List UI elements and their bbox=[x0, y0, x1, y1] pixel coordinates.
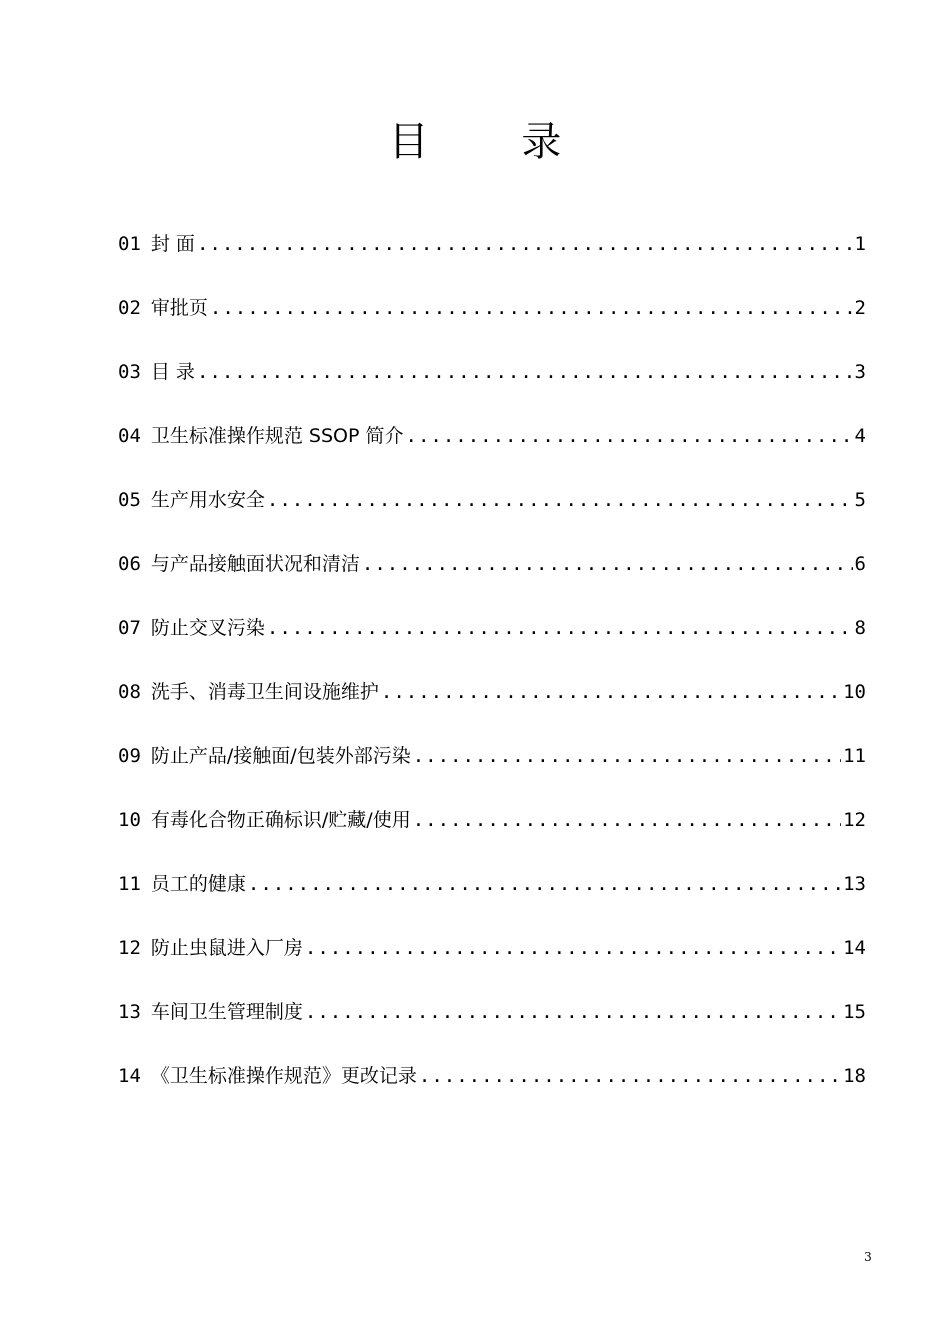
toc-entry-page: 4 bbox=[854, 425, 866, 447]
toc-entry-page: 18 bbox=[843, 1065, 866, 1087]
toc-dot-leader bbox=[197, 354, 853, 390]
page-number: 3 bbox=[864, 1250, 872, 1264]
toc-entry[interactable] bbox=[118, 418, 866, 482]
toc-entry[interactable] bbox=[118, 738, 866, 802]
toc-entry[interactable] bbox=[118, 226, 866, 290]
toc-entry-number: 03 bbox=[118, 361, 141, 383]
toc-entry-number: 01 bbox=[118, 233, 141, 255]
toc-dot-leader bbox=[267, 482, 853, 518]
toc-entry-number: 09 bbox=[118, 745, 141, 767]
toc-entry-number: 13 bbox=[118, 1001, 141, 1023]
toc-entry-number: 06 bbox=[118, 553, 141, 575]
toc-entry[interactable] bbox=[118, 674, 866, 738]
toc-dot-leader bbox=[305, 930, 841, 966]
toc-dot-leader bbox=[267, 610, 853, 646]
toc-entry-page: 15 bbox=[843, 1001, 866, 1023]
toc-entry-page: 8 bbox=[854, 617, 866, 639]
toc-dot-leader bbox=[362, 546, 853, 582]
toc-entry-page: 12 bbox=[843, 809, 866, 831]
toc-entry-page: 13 bbox=[843, 873, 866, 895]
toc-entry-page: 11 bbox=[843, 745, 866, 767]
toc-entry-number: 02 bbox=[118, 297, 141, 319]
toc-entry[interactable] bbox=[118, 994, 866, 1058]
toc-entry-number: 04 bbox=[118, 425, 141, 447]
toc-entry-number: 12 bbox=[118, 937, 141, 959]
toc-entry-page: 2 bbox=[854, 297, 866, 319]
toc-entry[interactable] bbox=[118, 930, 866, 994]
toc-entry-label: 防止虫鼠进入厂房 bbox=[150, 937, 303, 959]
toc-entry-label: 员工的健康 bbox=[150, 873, 246, 895]
toc-entry[interactable] bbox=[118, 354, 866, 418]
toc-entry-number: 11 bbox=[118, 873, 141, 895]
toc-entry-page: 10 bbox=[843, 681, 866, 703]
page-title: 目 录 bbox=[388, 119, 602, 165]
toc-entry-label: 有毒化合物正确标识/贮藏/使用 bbox=[150, 809, 411, 831]
toc-entry[interactable] bbox=[118, 482, 866, 546]
toc-dot-leader bbox=[381, 674, 841, 710]
toc-entry-page: 1 bbox=[854, 233, 866, 255]
toc-entry-label: 防止产品/接触面/包装外部污染 bbox=[150, 745, 411, 767]
toc-dot-leader bbox=[419, 1058, 841, 1094]
toc-entry-page: 5 bbox=[854, 489, 866, 511]
toc-entry-label: 防止交叉污染 bbox=[150, 617, 265, 639]
toc-entry-label: 《卫生标准操作规范》更改记录 bbox=[150, 1065, 417, 1087]
toc-entry-number: 05 bbox=[118, 489, 141, 511]
table-of-contents bbox=[118, 226, 866, 1122]
toc-entry[interactable] bbox=[118, 610, 866, 674]
toc-entry-label: 生产用水安全 bbox=[150, 489, 265, 511]
toc-entry-number: 14 bbox=[118, 1065, 141, 1087]
toc-entry[interactable] bbox=[118, 290, 866, 354]
toc-dot-leader bbox=[210, 290, 853, 326]
toc-dot-leader bbox=[305, 994, 841, 1030]
toc-dot-leader bbox=[197, 226, 853, 262]
toc-entry-label: 车间卫生管理制度 bbox=[150, 1001, 303, 1023]
toc-entry-label: 目 录 bbox=[150, 361, 195, 383]
toc-entry-label: 洗手、消毒卫生间设施维护 bbox=[150, 681, 379, 703]
toc-entry-number: 08 bbox=[118, 681, 141, 703]
toc-dot-leader bbox=[406, 418, 853, 454]
toc-entry-page: 3 bbox=[854, 361, 866, 383]
toc-dot-leader bbox=[413, 802, 841, 838]
toc-entry[interactable] bbox=[118, 546, 866, 610]
toc-entry-number: 10 bbox=[118, 809, 141, 831]
toc-entry[interactable] bbox=[118, 1058, 866, 1122]
toc-entry-number: 07 bbox=[118, 617, 141, 639]
toc-dot-leader bbox=[248, 866, 841, 902]
toc-entry-label: 卫生标准操作规范 SSOP 简介 bbox=[150, 425, 404, 447]
toc-entry-label: 与产品接触面状况和清洁 bbox=[150, 553, 360, 575]
toc-entry-page: 6 bbox=[854, 553, 866, 575]
toc-entry-label: 审批页 bbox=[150, 297, 208, 319]
toc-entry[interactable] bbox=[118, 802, 866, 866]
toc-entry-label: 封 面 bbox=[150, 233, 195, 255]
toc-entry-page: 14 bbox=[843, 937, 866, 959]
toc-dot-leader bbox=[413, 738, 841, 774]
toc-entry[interactable] bbox=[118, 866, 866, 930]
